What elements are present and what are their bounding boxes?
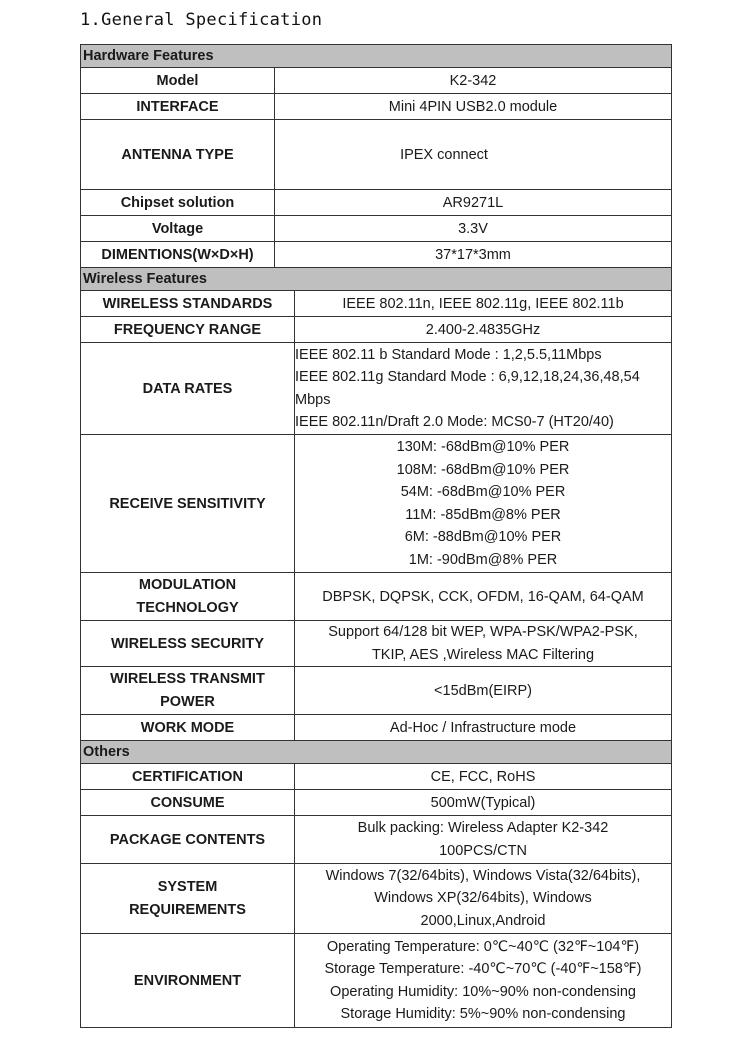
section-header-others: Others — [81, 741, 672, 764]
system-line: Windows XP(32/64bits), Windows — [374, 890, 592, 907]
label-chipset: Chipset solution — [81, 190, 275, 216]
value-voltage: 3.3V — [275, 216, 672, 242]
value-sensitivity — [295, 435, 672, 573]
label-data-rates: DATA RATES — [81, 343, 295, 435]
value-certification: CE, FCC, RoHS — [295, 764, 672, 790]
environment-line: Storage Humidity: 5%~90% non-condensing — [340, 1006, 626, 1022]
table-row-chipset — [81, 190, 672, 216]
table-row-sensitivity — [81, 435, 672, 573]
label-antenna: ANTENNA TYPE — [81, 120, 275, 190]
label-line: SYSTEM — [157, 879, 218, 895]
label-modulation — [81, 573, 295, 621]
sensitivity-line: 6M: -88dBm@10% PER — [404, 529, 562, 545]
table-row-antenna — [81, 120, 672, 190]
label-interface: INTERFACE — [81, 94, 275, 120]
label-line: WIRELESS TRANSMIT — [110, 671, 265, 687]
value-system — [295, 864, 672, 934]
label-standards: WIRELESS STANDARDS — [81, 291, 295, 317]
label-certification: CERTIFICATION — [81, 764, 295, 790]
table-row-data-rates — [81, 343, 672, 435]
value-security — [295, 621, 672, 667]
security-line: Support 64/128 bit WEP, WPA-PSK/WPA2-PSK, — [328, 624, 638, 640]
section-header-wireless: Wireless Features — [81, 268, 672, 291]
label-frequency: FREQUENCY RANGE — [81, 317, 295, 343]
sensitivity-line: 130M: -68dBm@10% PER — [396, 439, 570, 455]
value-frequency: 2.400-2.4835GHz — [295, 317, 672, 343]
system-line: Windows 7(32/64bits), Windows Vista(32/64bits), — [325, 867, 641, 884]
label-security: WIRELESS SECURITY — [81, 621, 295, 667]
sensitivity-line: 54M: -68dBm@10% PER — [400, 484, 566, 500]
table-row-interface — [81, 94, 672, 120]
value-package — [295, 816, 672, 864]
document-title: 1.General Specification — [80, 10, 323, 30]
value-environment — [295, 934, 672, 1028]
table-row-consume — [81, 790, 672, 816]
table-row-model — [81, 68, 672, 94]
label-line: TECHNOLOGY — [136, 599, 239, 616]
section-header-hardware: Hardware Features — [81, 45, 672, 68]
value-transmit: <15dBm(EIRP) — [295, 667, 672, 715]
table-row-system — [81, 864, 672, 934]
sensitivity-line: 11M: -85dBm@8% PER — [405, 506, 561, 523]
table-row-environment — [81, 934, 672, 1028]
label-consume: CONSUME — [81, 790, 295, 816]
table-row-frequency — [81, 317, 672, 343]
label-transmit — [81, 667, 295, 715]
value-work-mode: Ad-Hoc / Infrastructure mode — [295, 715, 672, 741]
environment-line: Operating Temperature: 0℃~40℃ (32℉~104℉) — [326, 938, 640, 955]
data-rates-line: IEEE 802.11g Standard Mode : 6,9,12,18,24,36,48,54 — [295, 369, 640, 385]
label-line: MODULATION — [138, 577, 237, 593]
label-system — [81, 864, 295, 934]
label-line: REQUIREMENTS — [129, 901, 246, 918]
table-row-dimentions — [81, 242, 672, 268]
table-row-certification — [81, 764, 672, 790]
value-consume: 500mW(Typical) — [295, 790, 672, 816]
label-dimentions: DIMENTIONS(W×D×H) — [81, 242, 275, 268]
table-row-work-mode — [81, 715, 672, 741]
spec-table — [80, 44, 672, 1028]
value-model: K2-342 — [275, 68, 672, 94]
table-row-standards — [81, 291, 672, 317]
table-row-package — [81, 816, 672, 864]
sensitivity-line: 108M: -68dBm@10% PER — [396, 461, 570, 478]
label-sensitivity: RECEIVE SENSITIVITY — [81, 435, 295, 573]
label-voltage: Voltage — [81, 216, 275, 242]
value-dimentions: 37*17*3mm — [275, 242, 672, 268]
label-line: POWER — [160, 693, 215, 710]
label-package: PACKAGE CONTENTS — [81, 816, 295, 864]
value-standards: IEEE 802.11n, IEEE 802.11g, IEEE 802.11b — [295, 291, 672, 317]
value-chipset: AR9271L — [275, 190, 672, 216]
value-data-rates — [295, 343, 672, 435]
package-line: Bulk packing: Wireless Adapter K2-342 — [357, 820, 609, 836]
label-model: Model — [81, 68, 275, 94]
table-row-voltage — [81, 216, 672, 242]
label-work-mode: WORK MODE — [81, 715, 295, 741]
label-environment: ENVIRONMENT — [81, 934, 295, 1028]
value-antenna: IPEX connect — [275, 120, 672, 190]
table-row-transmit — [81, 667, 672, 715]
table-row-security — [81, 621, 672, 667]
table-row-modulation — [81, 573, 672, 621]
environment-line: Storage Temperature: -40℃~70℃ (-40℉~158℉) — [324, 961, 642, 977]
package-line: 100PCS/CTN — [439, 842, 527, 859]
value-modulation: DBPSK, DQPSK, CCK, OFDM, 16-QAM, 64-QAM — [295, 573, 672, 621]
environment-line: Operating Humidity: 10%~90% non-condensing — [330, 983, 636, 1000]
security-line: TKIP, AES ,Wireless MAC Filtering — [371, 646, 595, 663]
system-line: 2000,Linux,Android — [420, 912, 546, 929]
data-rates-line: Mbps — [295, 391, 331, 408]
data-rates-line: IEEE 802.11n/Draft 2.0 Mode: MCS0-7 (HT20/40) — [295, 414, 614, 430]
value-interface: Mini 4PIN USB2.0 module — [275, 94, 672, 120]
sensitivity-line: 1M: -90dBm@8% PER — [408, 551, 558, 568]
data-rates-line: IEEE 802.11 b Standard Mode : 1,2,5.5,11Mbps — [295, 346, 602, 363]
